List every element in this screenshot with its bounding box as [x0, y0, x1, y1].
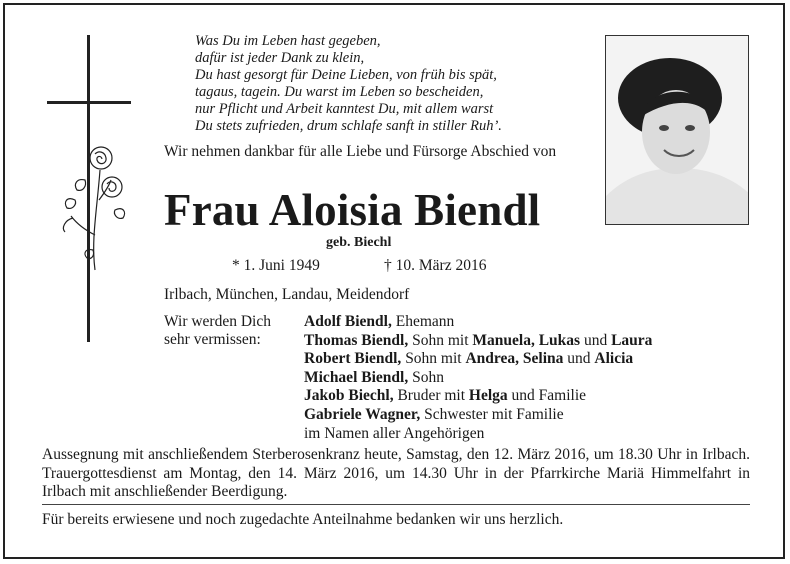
miss-label-line: Wir werden Dich — [164, 313, 271, 330]
memorial-poem — [195, 33, 502, 135]
poem-line: dafür ist jeder Dank zu klein, — [195, 50, 365, 66]
poem-line: Was Du im Leben hast gegeben, — [195, 33, 381, 49]
cross-bar — [47, 101, 131, 104]
intro-text: Wir nehmen dankbar für alle Liebe und Fürsorge Abschied von — [164, 143, 557, 160]
relative-entry: Michael Biendl, Sohn — [304, 368, 444, 386]
divider — [42, 504, 750, 505]
poem-line: tagaus, tagein. Du warst im Leben so bescheiden, — [195, 84, 484, 100]
maiden-name: geb. Biechl — [326, 235, 392, 250]
poem-line: Du stets zufrieden, drum schlafe sanft in stiller Ruh’. — [195, 118, 502, 134]
places-text: Irlbach, München, Landau, Meidendorf — [164, 286, 410, 303]
poem-line: nur Pflicht und Arbeit kanntest Du, mit allem warst — [195, 101, 494, 117]
relative-entry: Thomas Biendl, Sohn mit Manuela, Lukas und Laura — [304, 331, 653, 349]
relative-entry: Gabriele Wagner, Schwester mit Familie — [304, 405, 564, 423]
death-date: † 10. März 2016 — [384, 257, 487, 274]
birth-date: * 1. Juni 1949 — [232, 257, 320, 274]
rose-icon — [55, 140, 130, 280]
portrait-image — [606, 36, 749, 225]
miss-label — [164, 313, 271, 349]
relative-entry: Robert Biendl, Sohn mit Andrea, Selina und Alicia — [304, 350, 634, 368]
relative-entry: Adolf Biendl, Ehemann — [304, 313, 455, 330]
ceremony-details: Aussegnung mit anschließendem Sterberosenkranz heute, Samstag, den 12. März 2016, um 18.30 Uhr in Irlbach. Trauergottesdienst am Montag, den 14. März 2016, um 14.30 Uhr in der Pfarrkirche Mariä Himmelfahrt in Irlbach mit anschließender Beerdigung. — [42, 446, 750, 500]
relative-entry: im Namen aller Angehörigen — [304, 424, 485, 442]
thanks-text: Für bereits erwiesene und noch zugedachte Anteilnahme bedanken wir uns herzlich. — [42, 511, 564, 528]
relative-entry: Jakob Biechl, Bruder mit Helga und Familie — [304, 387, 587, 405]
portrait-photo — [605, 35, 749, 225]
deceased-name: Frau Aloisia Biendl — [164, 185, 541, 235]
poem-line: Du hast gesorgt für Deine Lieben, von früh bis spät, — [195, 67, 497, 83]
miss-label-line: sehr vermissen: — [164, 331, 261, 348]
relatives-list — [304, 313, 652, 443]
